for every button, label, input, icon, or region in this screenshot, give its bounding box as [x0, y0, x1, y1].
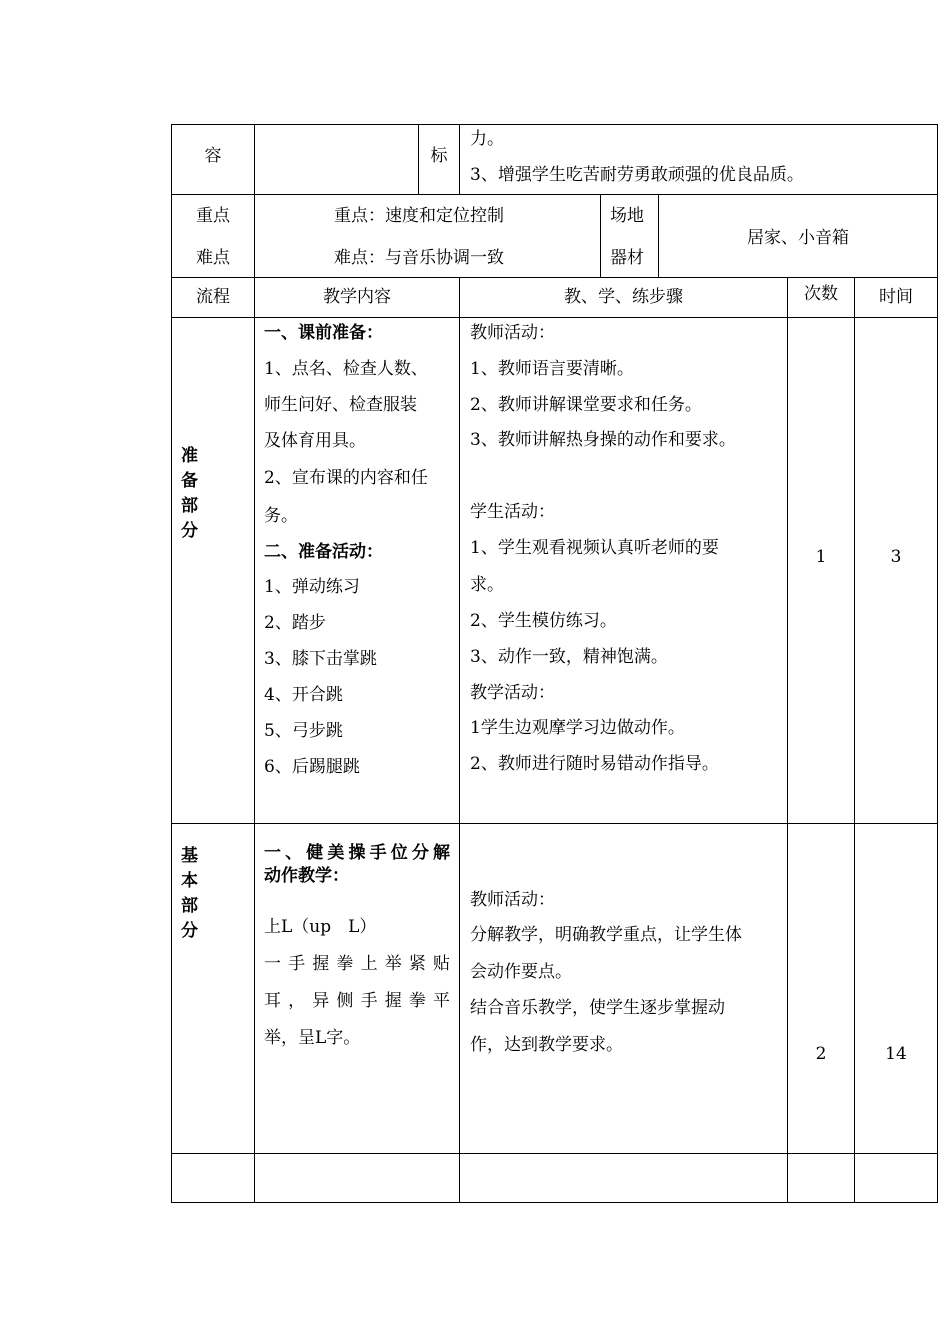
prep-label-2: 备 — [181, 471, 198, 491]
prep-content-line: 5、弓步跳 — [264, 721, 343, 741]
venue-value: 居家、小音箱 — [747, 228, 849, 248]
prep-step-line: 1学生边观摩学习边做动作。 — [470, 718, 685, 738]
goal-line-1: 力。 — [470, 129, 504, 149]
prep-step-line: 2、教师讲解课堂要求和任务。 — [470, 395, 702, 415]
prep-step-line: 3、教师讲解热身操的动作和要求。 — [470, 430, 736, 450]
row-top-goal-label: 标 — [430, 146, 448, 166]
basic-count: 2 — [815, 1044, 827, 1064]
basic-content-line: 一手握拳上举紧贴 — [264, 954, 450, 974]
prep-label-3: 部 — [181, 496, 198, 516]
venue-label-1: 场地 — [610, 206, 644, 226]
prep-time: 3 — [890, 547, 902, 567]
prep-step-line: 1、教师语言要清晰。 — [470, 359, 634, 379]
prep-step-line: 教师活动： — [470, 323, 555, 343]
basic-content-line: 举，呈L字。 — [264, 1028, 361, 1048]
basic-title-line-1: 一、健美操手位分解 — [264, 843, 450, 863]
prep-content-line: 1、弹动练习 — [264, 577, 360, 597]
prep-step-line: 教学活动： — [470, 683, 555, 703]
row-top-label: 容 — [204, 146, 222, 166]
prep-step-line: 2、教师进行随时易错动作指导。 — [470, 754, 719, 774]
prep-step-line: 求。 — [470, 575, 504, 595]
prep-content-line: 1、点名、检查人数、 — [264, 359, 428, 379]
basic-label-3: 部 — [181, 896, 198, 916]
basic-content-line: 上L（up L） — [264, 917, 377, 937]
header-steps: 教、学、练步骤 — [564, 287, 683, 307]
basic-label-1: 基 — [181, 846, 198, 866]
prep-content-line: 3、膝下击掌跳 — [264, 649, 377, 669]
prep-content-line: 务。 — [264, 506, 298, 526]
prep-step-line: 1、学生观看视频认真听老师的要 — [470, 538, 719, 558]
difficulty-label: 难点 — [196, 248, 230, 268]
basic-label-4: 分 — [181, 921, 198, 941]
prep-content-line: 及体育用具。 — [264, 431, 366, 451]
basic-step-line: 结合音乐教学，使学生逐步掌握动 — [470, 998, 725, 1018]
basic-step-line: 作，达到教学要求。 — [470, 1035, 623, 1055]
basic-content-line: 耳，异侧手握拳平 — [264, 991, 450, 1011]
prep-content-line: 师生问好、检查服装 — [264, 395, 417, 415]
basic-step-line: 教师活动： — [470, 890, 555, 910]
prep-step-line: 3、动作一致，精神饱满。 — [470, 647, 668, 667]
venue-label-2: 器材 — [610, 248, 644, 268]
basic-time: 14 — [885, 1044, 907, 1064]
prep-step-line: 学生活动： — [470, 502, 555, 522]
header-flow: 流程 — [196, 287, 230, 307]
key-point: 重点：速度和定位控制 — [334, 206, 504, 226]
prep-content-heading: 一、课前准备： — [264, 323, 383, 343]
prep-content-line: 4、开合跳 — [264, 685, 343, 705]
header-count: 次数 — [804, 284, 838, 304]
prep-content-line: 2、踏步 — [264, 613, 326, 633]
prep-content-line: 6、后踢腿跳 — [264, 757, 360, 777]
prep-content-heading: 二、准备活动： — [264, 542, 383, 562]
header-time: 时间 — [879, 287, 913, 307]
basic-step-line: 分解教学，明确教学重点，让学生体 — [470, 925, 742, 945]
key-label: 重点 — [196, 206, 230, 226]
basic-label-2: 本 — [181, 871, 198, 891]
prep-content-line: 2、宣布课的内容和任 — [264, 468, 428, 488]
prep-label-4: 分 — [181, 521, 198, 541]
basic-step-line: 会动作要点。 — [470, 962, 572, 982]
prep-step-line: 2、学生模仿练习。 — [470, 611, 617, 631]
header-content: 教学内容 — [323, 287, 391, 307]
difficulty-point: 难点：与音乐协调一致 — [334, 248, 504, 268]
prep-label-1: 准 — [181, 446, 198, 466]
prep-count: 1 — [815, 547, 827, 567]
basic-title-line-2: 动作教学： — [264, 866, 349, 886]
goal-line-2: 3、增强学生吃苦耐劳勇敢顽强的优良品质。 — [470, 165, 804, 185]
